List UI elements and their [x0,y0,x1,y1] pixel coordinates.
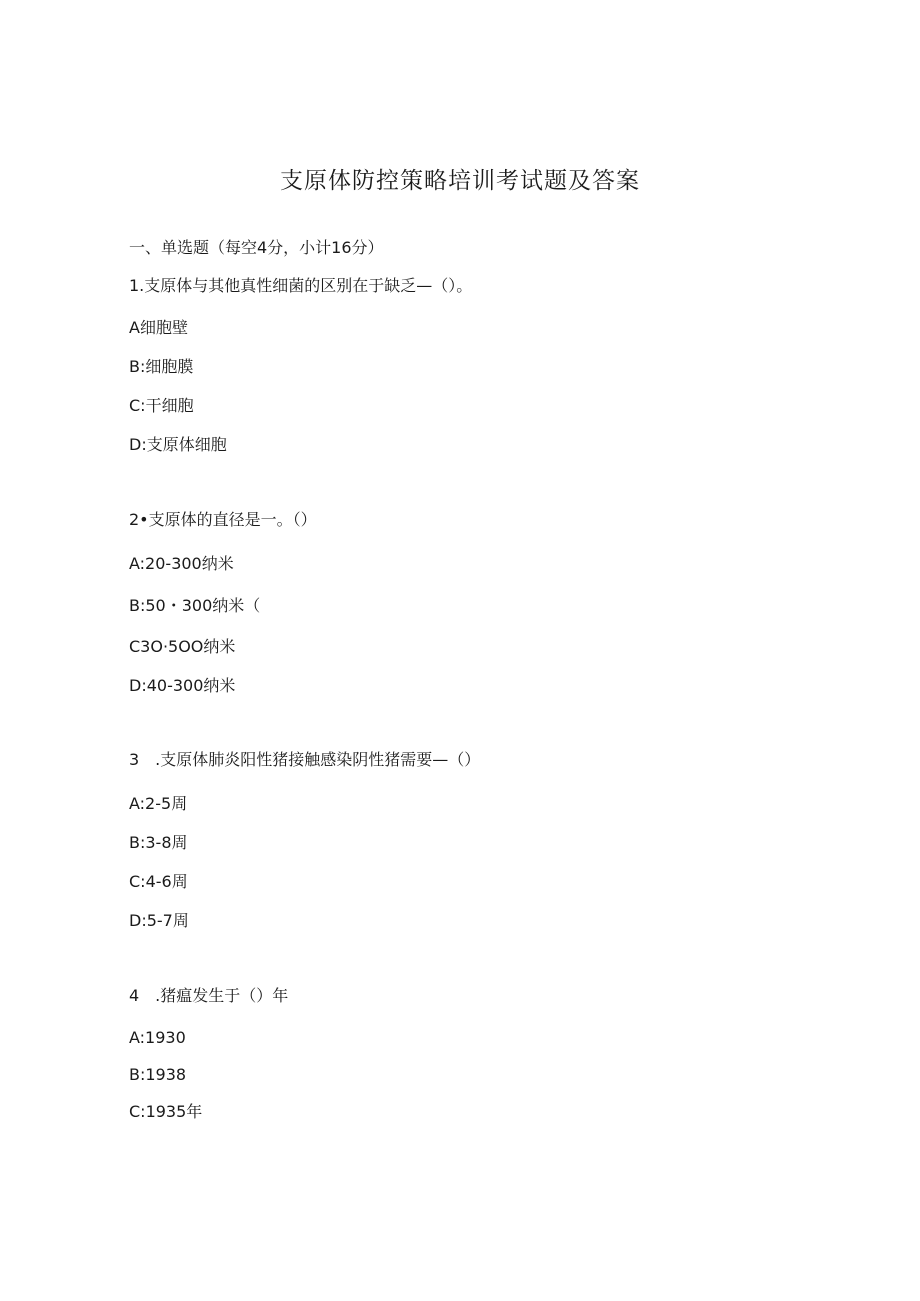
section-heading: 一、单选题（每空4分，小计16分） [129,238,384,257]
question-3-option-c: C:4-6周 [129,872,188,891]
question-1-option-b: B:细胞膜 [129,357,194,376]
question-1-option-c: C:干细胞 [129,396,194,415]
question-1-option-a: A细胞壁 [129,318,188,337]
question-4-option-b: B:1938 [129,1065,187,1084]
question-2-option-b: B:50・300纳米（ [129,596,261,615]
question-3-option-b: B:3-8周 [129,833,188,852]
question-2-option-a: A:20-300纳米 [129,554,234,573]
question-3-prompt: 3 .支原体肺炎阳性猪接触感染阴性猪需要—（） [129,750,481,769]
question-4-prompt: 4 .猪瘟发生于（）年 [129,986,289,1005]
document-title: 支原体防控策略培训考试题及答案 [280,168,640,194]
question-2-option-d: D:40-300纳米 [129,676,236,695]
question-4-option-c: C:1935年 [129,1102,203,1121]
question-1-prompt: 1.支原体与其他真性细菌的区别在于缺乏—（）。 [129,276,473,295]
question-4-option-a: A:1930 [129,1028,186,1047]
question-1-option-d: D:支原体细胞 [129,435,227,454]
question-3-option-a: A:2-5周 [129,794,188,813]
question-2-option-c: C3O·5OO纳米 [129,637,236,656]
question-3-option-d: D:5-7周 [129,911,189,930]
question-2-prompt: 2•支原体的直径是一。（） [129,510,317,529]
